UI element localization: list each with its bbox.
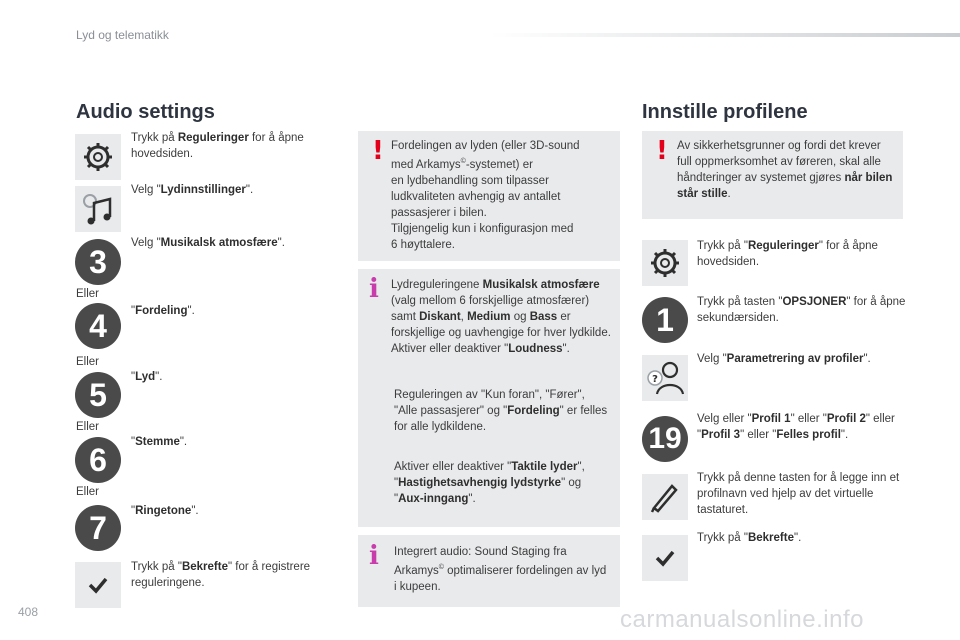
right-step-5-text: Trykk på denne tasten for å legge inn et profilnavn ved hjelp av det virtuelle tastaturet. xyxy=(697,472,900,516)
warning-icon: ! xyxy=(372,136,384,166)
right-step-6-text: Trykk på "Bekrefte". xyxy=(697,532,802,544)
left-step-1-text: Trykk på Reguleringer for å åpne hovedsiden. xyxy=(131,132,304,160)
music-settings-icon xyxy=(75,186,121,232)
info-note-2-text: Integrert audio: Sound Staging fra Arkamys© optimaliserer fordelingen av lyd i kupeen. xyxy=(394,546,607,593)
info-note-paragraph-3: Aktiver eller deaktiver "Taktile lyder", "Hastighetsavhengig lydstyrke" og "Aux-inngang". xyxy=(394,461,585,505)
step-number-3: 3 xyxy=(75,239,121,285)
gear-icon xyxy=(642,240,688,286)
right-step-3-text: Velg "Parametrering av profiler". xyxy=(697,353,871,365)
or-label: Eller xyxy=(76,288,100,300)
step-number-7: 7 xyxy=(75,505,121,551)
right-step-1-text: Trykk på "Reguleringer" for å åpne hovedsiden. xyxy=(697,240,878,268)
profiles-title: Innstille profilene xyxy=(642,101,808,123)
safety-warning-text: Av sikkerhetsgrunner og fordi det krever full oppmerksomhet av føreren, skal alle håndteringer av systemet gjøres når bilen står stille. xyxy=(677,140,893,200)
or-label: Eller xyxy=(76,486,100,498)
watermark: carmanualsonline.info xyxy=(620,606,864,633)
step-number-1: 1 xyxy=(642,297,688,343)
or-label: Eller xyxy=(76,356,100,368)
gear-icon xyxy=(75,134,121,180)
right-step-4-text: Velg eller "Profil 1" eller "Profil 2" eller "Profil 3" eller "Felles profil". xyxy=(697,413,895,441)
step-number-4: 4 xyxy=(75,303,121,349)
info-icon: i xyxy=(369,274,379,304)
right-step-2-text: Trykk på tasten "OPSJONER" for å åpne sekundærsiden. xyxy=(697,296,906,324)
info-note-text: Lydreguleringene Musikalsk atmosfære (valg mellom 6 forskjellige atmosfærer) samt Diskant, Medium og Bass er forskjellige og uavhengige for hver lydkilde. Aktiver eller deaktiver "Loudness". xyxy=(391,279,611,355)
step-number-5: 5 xyxy=(75,372,121,418)
header-divider xyxy=(490,33,960,37)
svg-text:?: ? xyxy=(652,374,658,385)
audio-settings-title: Audio settings xyxy=(76,101,215,123)
pencil-icon xyxy=(642,474,688,520)
or-label: Eller xyxy=(76,421,100,433)
info-icon: i xyxy=(369,541,379,571)
left-step-2-text: Velg "Lydinnstillinger". xyxy=(131,184,254,196)
section-header: Lyd og telematikk xyxy=(76,28,169,42)
page-number: 408 xyxy=(18,605,39,619)
step-number-6: 6 xyxy=(75,437,121,483)
left-step-8-text: Trykk på "Bekrefte" for å registrere reguleringene. xyxy=(131,561,311,589)
warning-icon: ! xyxy=(656,136,668,166)
left-step-6-text: "Stemme". xyxy=(131,436,188,448)
info-note-paragraph-2: Reguleringen av "Kun foran", "Fører", "Alle passasjerer" og "Fordeling" er felles for alle lydkildene. xyxy=(394,389,608,433)
profile-icon xyxy=(642,355,688,401)
checkmark-icon xyxy=(75,562,121,608)
left-step-3-text: Velg "Musikalsk atmosfære". xyxy=(131,237,285,249)
checkmark-icon xyxy=(642,535,688,581)
left-step-4-text: "Fordeling". xyxy=(131,305,195,317)
warning-note-text: Fordelingen av lyden (eller 3D-sound med Arkamys©-systemet) er en lydbehandling som tilpasser ludkvaliteten avhengig av antallet passasjerer i bilen. Tilgjengelig kun i konfigurasjon med 6 høyttalere. xyxy=(391,140,580,251)
left-step-5-text: "Lyd". xyxy=(131,371,163,383)
step-number-19: 19 xyxy=(642,416,688,462)
left-step-7-text: "Ringetone". xyxy=(131,505,199,517)
